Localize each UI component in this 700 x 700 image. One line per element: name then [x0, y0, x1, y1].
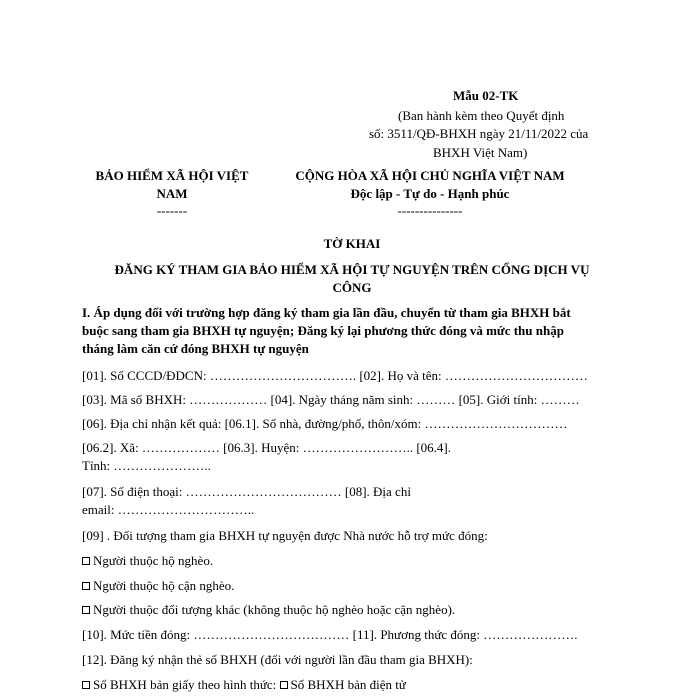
- field-10-11: [10]. Mức tiền đóng: ……………………………… [11]. Phương thức đóng: ………………….: [82, 627, 578, 642]
- option-label: Người thuộc đối tượng khác (không thuộc hộ nghèo hoặc cận nghèo).: [93, 602, 456, 617]
- nation-name: CỘNG HÒA XÃ HỘI CHỦ NGHĨA VIỆT NAM: [295, 168, 565, 183]
- issued-note-line2: số: 3511/QĐ-BHXH ngày 21/11/2022 của: [369, 126, 589, 141]
- form-title: TỜ KHAI: [323, 236, 381, 251]
- issued-note-line3: BHXH Việt Nam): [433, 145, 528, 160]
- field-09: [09] . Đối tượng tham gia BHXH tự nguyện được Nhà nước hỗ trợ mức đóng:: [82, 528, 488, 543]
- field-08-email: email: …………………………..: [82, 502, 255, 517]
- option-card-paper[interactable]: [82, 677, 276, 692]
- section1-heading-line2: buộc sang tham gia BHXH tự nguyện; Đăng ký lại phương thức đóng và mức thu nhập: [82, 323, 564, 338]
- form-subtitle-line1: ĐĂNG KÝ THAM GIA BẢO HIỂM XÃ HỘI TỰ NGUYỆN TRÊN CỔNG DỊCH VỤ: [114, 262, 590, 277]
- section1-heading-line3: tháng làm căn cứ đóng BHXH tự nguyện: [82, 341, 309, 356]
- issued-note-line1: (Ban hành kèm theo Quyết định: [398, 108, 565, 123]
- field-06-2: [06.2]. Xã: ……………… [06.3]. Huyện: …………………….. [06.4].: [82, 440, 452, 455]
- checkbox[interactable]: [82, 681, 90, 689]
- section1-heading-line1: I. Áp dụng đối với trường hợp đăng ký tham gia lần đầu, chuyển từ tham gia BHXH bắt: [82, 305, 571, 320]
- checkbox[interactable]: [82, 606, 90, 614]
- field-06: [06]. Địa chỉ nhận kết quả: [06.1]. Số nhà, đường/phố, thôn/xóm: ……………………………: [82, 416, 568, 431]
- nation-motto: Độc lập - Tự do - Hạnh phúc: [350, 186, 510, 201]
- agency-name-line2: NAM: [156, 186, 188, 201]
- checkbox[interactable]: [280, 681, 288, 689]
- option-label: Người thuộc hộ nghèo.: [93, 553, 214, 568]
- option-label: Số BHXH bản giấy theo hình thức:: [93, 677, 277, 692]
- field-12: [12]. Đăng ký nhận thẻ số BHXH (đối với người lần đầu tham gia BHXH):: [82, 652, 473, 667]
- field-03-05: [03]. Mã số BHXH: ……………… [04]. Ngày tháng năm sinh: ……… [05]. Giới tính: ………: [82, 392, 580, 407]
- option-card-electronic[interactable]: [280, 677, 406, 692]
- option-label: Số BHXH bản điện tử: [290, 677, 406, 692]
- option-poor-household[interactable]: [82, 553, 213, 569]
- option-near-poor-household[interactable]: [82, 578, 234, 594]
- option-other[interactable]: [82, 602, 455, 618]
- form-code: Mẫu 02-TK: [453, 88, 519, 103]
- agency-name-line1: BẢO HIỂM XÃ HỘI VIỆT: [95, 168, 249, 183]
- option-label: Người thuộc hộ cận nghèo.: [93, 578, 235, 593]
- card-options: [82, 677, 406, 693]
- form-subtitle-line2: CÔNG: [332, 280, 372, 295]
- field-01-02: [01]. Số CCCD/ĐDCN: ……………………………. [02]. Họ và tên: ……………………………: [82, 368, 588, 383]
- field-07-08: [07]. Số điện thoại: ……………………………… [08]. Địa chỉ: [82, 484, 411, 499]
- field-06-4-province: Tỉnh: …………………..: [82, 458, 211, 473]
- agency-rule: -------: [156, 203, 188, 218]
- checkbox[interactable]: [82, 557, 90, 565]
- checkbox[interactable]: [82, 582, 90, 590]
- nation-rule: ---------------: [397, 203, 463, 218]
